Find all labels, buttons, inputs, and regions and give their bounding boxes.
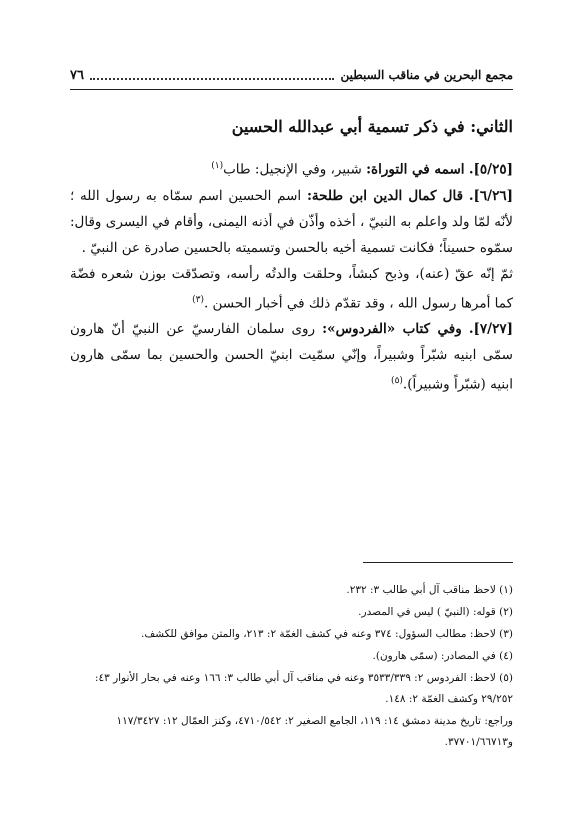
footnote-marker: (١) bbox=[211, 161, 224, 171]
paragraph-text: شبير، وفي الإنجيل: طاب bbox=[223, 161, 362, 178]
header-leader-dots bbox=[90, 70, 334, 80]
footnote-rule bbox=[363, 562, 513, 563]
paragraph-text: روى سلمان الفارسيّ عن النبيّ أنّ هارون سمّى ابنيه شبّراً وشبيراً، وإنّي سمّيت ابنيّ الحسن والحسين بما سمّى هارون ابنيه (شبّراً وشبيراً). bbox=[70, 321, 513, 393]
paragraph-ref: [٥/٢٥]. bbox=[468, 161, 513, 178]
footnote-3: (٣) لاحظ: مطالب السؤول: ٣٧٤ وعنه في كشف الغمّة ٢: ٢١٣، والمتن موافق للكشف. bbox=[141, 628, 513, 640]
footnotes bbox=[70, 580, 513, 754]
main-text bbox=[70, 115, 513, 398]
header-rule bbox=[70, 89, 513, 90]
footnote-marker: (٥) bbox=[391, 376, 403, 386]
running-header bbox=[70, 66, 513, 84]
paragraph-ref: [٧/٢٧]. bbox=[468, 321, 513, 337]
footnote-5: (٥) لاحظ: الفردوس ٢: ٣٥٣٣/٣٣٩ وعنه في مناقب آل أبي طالب ٣: ١٦٦ وعنه في بحار الأنوار ٤٣: ٢٩/٢٥٢ وكشف الغمّة ٢: ١٤٨. bbox=[94, 672, 513, 705]
paragraph-continuation bbox=[70, 261, 513, 317]
paragraph-lead: اسمه في التوراة: bbox=[366, 161, 465, 178]
section-heading: الثاني: في ذكر تسمية أبي عبدالله الحسين bbox=[231, 117, 513, 136]
paragraph-25 bbox=[70, 153, 513, 183]
paragraph-ref: [٦/٢٦]. bbox=[468, 187, 513, 204]
footnote-5-continued: وراجع: تاريخ مدينة دمشق ١٤: ١١٩، الجامع الصغير ٢: ٤٧١٠/٥٤٢، وكنز العمّال ١٢: ١١٧/٣٤٢٧ و٣٧٧٠١/٦٦٧١٣. bbox=[116, 715, 513, 748]
paragraph-26 bbox=[70, 183, 513, 261]
paragraph-27 bbox=[70, 316, 513, 398]
paragraph-text: اسم الحسين اسم سمّاه به رسول الله ؛ لأنّه لمّا ولد واعلم به النبيّ ، أخذه وأذّن في أذنه اليمنى، وأقام في اليسرى وقال: سمّوه حسيناً؛ فكانت تسمية أخيه بالحسن وتسميته بالحسين صادرة عن النبيّ . bbox=[70, 187, 513, 256]
paragraph-lead: قال كمال الدين ابن طلحة: bbox=[306, 187, 464, 204]
paragraph-lead: وفي كتاب «الفردوس»: bbox=[322, 321, 462, 337]
footnote-1: (١) لاحظ مناقب آل أبي طالب ٣: ٢٣٢. bbox=[346, 584, 513, 596]
paragraph-text: ثمّ إنّه عقّ (عنه)، وذبح كبشاً، وحلقت والدتُه رأسه، وتصدّقت بوزن شعره فضّة كما أمرها رسول الله ، وقد تقدّم ذلك في أخبار الحسن . bbox=[70, 265, 513, 311]
book-title: مجمع البحرين في مناقب السبطين bbox=[340, 68, 513, 82]
page-number: ٧٦ bbox=[70, 67, 84, 83]
footnote-4: (٤) في المصادر: (سمّى هارون). bbox=[372, 650, 513, 662]
footnote-2: (٢) قوله: (النبيّ ) ليس في المصدر. bbox=[358, 606, 513, 618]
footnote-marker: (٣) bbox=[192, 294, 204, 305]
